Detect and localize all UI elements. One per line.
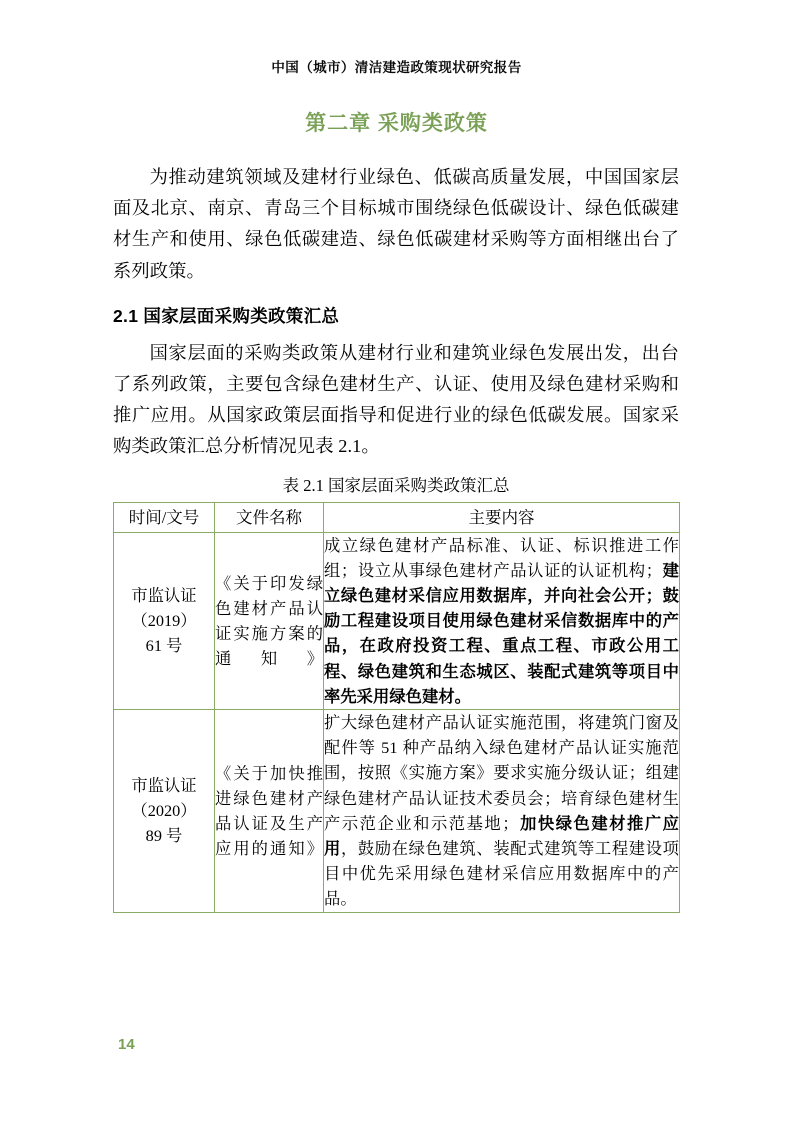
content-plain: 扩大绿色建材产品认证实施范围，将建筑门窗及配件等 51 种产品纳入绿色建材产品认证实施范围，按照《实施方案》要求实施分级认证；组建绿色建材产品认证技术委员会；培育绿色建材生产示范企业和示范基地； [324, 713, 679, 833]
table-row [114, 710, 680, 913]
page-content [113, 162, 679, 913]
cell-document-name-1: 《关于加快推进绿色建材产品认证及生产应用的通知》 [215, 710, 324, 913]
table-header-row [114, 502, 680, 532]
cell-main-content-1 [324, 710, 680, 913]
running-header: 中国（城市）清洁建造政策现状研究报告 [271, 60, 522, 75]
section-paragraph: 国家层面的采购类政策从建材行业和建筑业绿色发展出发，出台了系列政策，主要包含绿色建材生产、认证、使用及绿色建材采购和推广应用。从国家政策层面指导和促进行业的绿色低碳发展。国家采购类政策汇总分析情况见表 2.1。 [113, 342, 679, 457]
cell-main-content-0 [324, 532, 680, 709]
time-line: （2020） [131, 801, 197, 821]
section-heading-2-1: 2.1 国家层面采购类政策汇总 [113, 305, 340, 326]
table-header-main-content: 主要内容 [324, 502, 680, 532]
time-line: 市监认证 [131, 776, 197, 796]
cell-time-0 [114, 532, 215, 709]
content-bold: 建立绿色建材采信应用数据库，并向社会公开；鼓励工程建设项目使用绿色建材采信数据库中的产品，在政府投资工程、重点工程、市政公用工程、绿色建筑和生态城区、装配式建筑等项目中率先采用绿色建材。 [324, 560, 679, 706]
chapter-title: 第二章 采购类政策 [305, 112, 488, 135]
content-plain: 成立绿色建材产品标准、认证、标识推进工作组；设立从事绿色建材产品认证的认证机构； [324, 535, 679, 580]
cell-document-name-0: 《关于印发绿色建材产品认证实施方案的通知》 [215, 532, 324, 709]
cell-time-1 [114, 710, 215, 913]
content-bold: 加快绿色建材推广应用 [324, 813, 679, 859]
time-line: 61 号 [145, 636, 183, 656]
table-row [114, 532, 680, 709]
table-caption: 表 2.1 国家层面采购类政策汇总 [282, 475, 510, 495]
policy-table [113, 502, 680, 913]
page-number: 14 [118, 1036, 135, 1053]
time-line: 89 号 [145, 826, 183, 846]
content-plain-tail: ，鼓励在绿色建筑、装配式建筑等工程建设项目中优先采用绿色建材采信应用数据库中的产品。 [324, 839, 679, 909]
time-line: 市监认证 [131, 586, 197, 606]
time-line: （2019） [131, 611, 197, 631]
table-header-document-name: 文件名称 [215, 502, 324, 532]
intro-paragraph: 为推动建筑领域及建材行业绿色、低碳高质量发展，中国国家层面及北京、南京、青岛三个目标城市围绕绿色低碳设计、绿色低碳建材生产和使用、绿色低碳建造、绿色低碳建材采购等方面相继出台了系列政策。 [113, 167, 679, 281]
table-header-time: 时间/文号 [114, 502, 215, 532]
